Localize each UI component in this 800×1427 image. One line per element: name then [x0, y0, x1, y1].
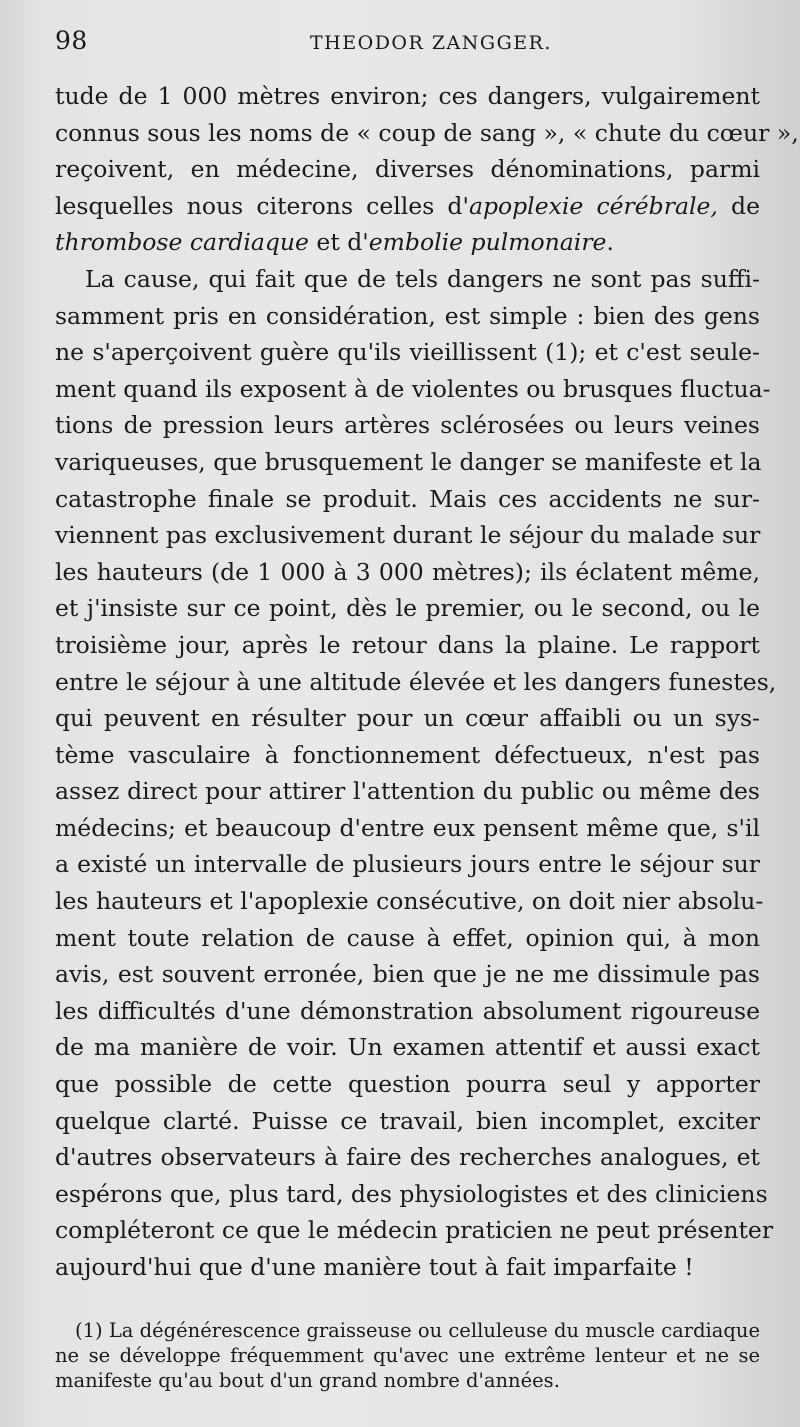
text-line: les difficultés d'une démonstration absolument rigoureuse [55, 996, 760, 1025]
main-text [55, 78, 799, 1286]
text-line: aujourd'hui que d'une manière tout à fait imparfaite ! [55, 1253, 694, 1281]
italic-term: apoplexie cérébrale, [468, 191, 718, 220]
footnote-line: ne se développe fréquemment qu'avec une extrême lenteur et ne se [55, 1343, 760, 1367]
text-line: catastrophe finale se produit. Mais ces accidents ne sur- [55, 484, 760, 513]
text-line: variqueuses, que brusquement le danger se manifeste et la [55, 447, 762, 476]
paragraph-1 [55, 78, 799, 261]
text-line: les hauteurs (de 1 000 à 3 000 mètres); ils éclatent même, [55, 557, 760, 586]
italic-term: embolie pulmonaire [368, 228, 607, 257]
text-line: tude de 1 000 mètres environ; ces dangers, vulgairement [55, 82, 760, 110]
text-line: La cause, qui fait que de tels dangers ne sont pas suffi- [85, 264, 760, 293]
text-segment: et d' [308, 228, 369, 257]
text-line: compléteront ce que le médecin praticien ne peut présenter [55, 1216, 774, 1245]
text-line: entre le séjour à une altitude élevée et les dangers funestes, [55, 667, 777, 696]
footnote [55, 1318, 760, 1393]
page-number: 98 [55, 26, 88, 55]
footnote-line: (1) La dégénérescence graisseuse ou celluleuse du muscle cardiaque [75, 1318, 760, 1342]
text-line: d'autres observateurs à faire des recherches analogues, et [55, 1143, 760, 1172]
text-line: ment toute relation de cause à effet, opinion qui, à mon [55, 923, 760, 952]
text-segment: lesquelles nous citerons celles d' [55, 191, 469, 220]
text-line: les hauteurs et l'apoplexie consécutive, on doit nier absolu- [55, 887, 764, 916]
text-line: a existé un intervalle de plusieurs jours entre le séjour sur [55, 850, 760, 879]
text-line [55, 224, 760, 261]
text-line: connus sous les noms de « coup de sang », « chute du cœur », [55, 118, 799, 147]
text-segment: de [717, 191, 760, 220]
page-header [55, 26, 760, 78]
text-line: tème vasculaire à fonctionnement défectueux, n'est pas [55, 740, 760, 769]
text-line: que possible de cette question pourra seul y apporter [55, 1070, 760, 1099]
running-title: THEODOR ZANGGER. [310, 32, 552, 54]
text-line [55, 188, 760, 225]
text-line: troisième jour, après le retour dans la plaine. Le rapport [55, 630, 760, 659]
text-line: samment pris en considération, est simple : bien des gens [55, 301, 760, 330]
text-line: viennent pas exclusivement durant le séjour du malade sur [55, 521, 761, 550]
text-line: qui peuvent en résulter pour un cœur affaibli ou un sys- [55, 704, 760, 733]
text-line: espérons que, plus tard, des physiologistes et des cliniciens [55, 1179, 768, 1208]
text-line: quelque clarté. Puisse ce travail, bien incomplet, exciter [55, 1106, 760, 1135]
text-line: ment quand ils exposent à de violentes ou brusques fluctua- [55, 374, 771, 403]
text-line: assez direct pour attirer l'attention du public ou même des [55, 777, 760, 806]
text-line: avis, est souvent erronée, bien que je ne me dissimule pas [55, 960, 760, 989]
text-line: de ma manière de voir. Un examen attentif et aussi exact [55, 1033, 760, 1062]
text-line: médecins; et beaucoup d'entre eux pensent même que, s'il [55, 813, 760, 842]
text-line: ne s'aperçoivent guère qu'ils vieillissent (1); et c'est seule- [55, 338, 760, 367]
text-segment: . [606, 228, 614, 257]
paragraph-2 [55, 261, 777, 1286]
footnote-line: manifeste qu'au bout d'un grand nombre d'années. [55, 1368, 560, 1392]
text-line: tions de pression leurs artères sclérosées ou leurs veines [55, 411, 760, 440]
text-line: reçoivent, en médecine, diverses dénominations, parmi [55, 155, 760, 184]
text-line: et j'insiste sur ce point, dès le premier, ou le second, ou le [55, 594, 760, 623]
italic-term: thrombose cardiaque [55, 228, 309, 257]
